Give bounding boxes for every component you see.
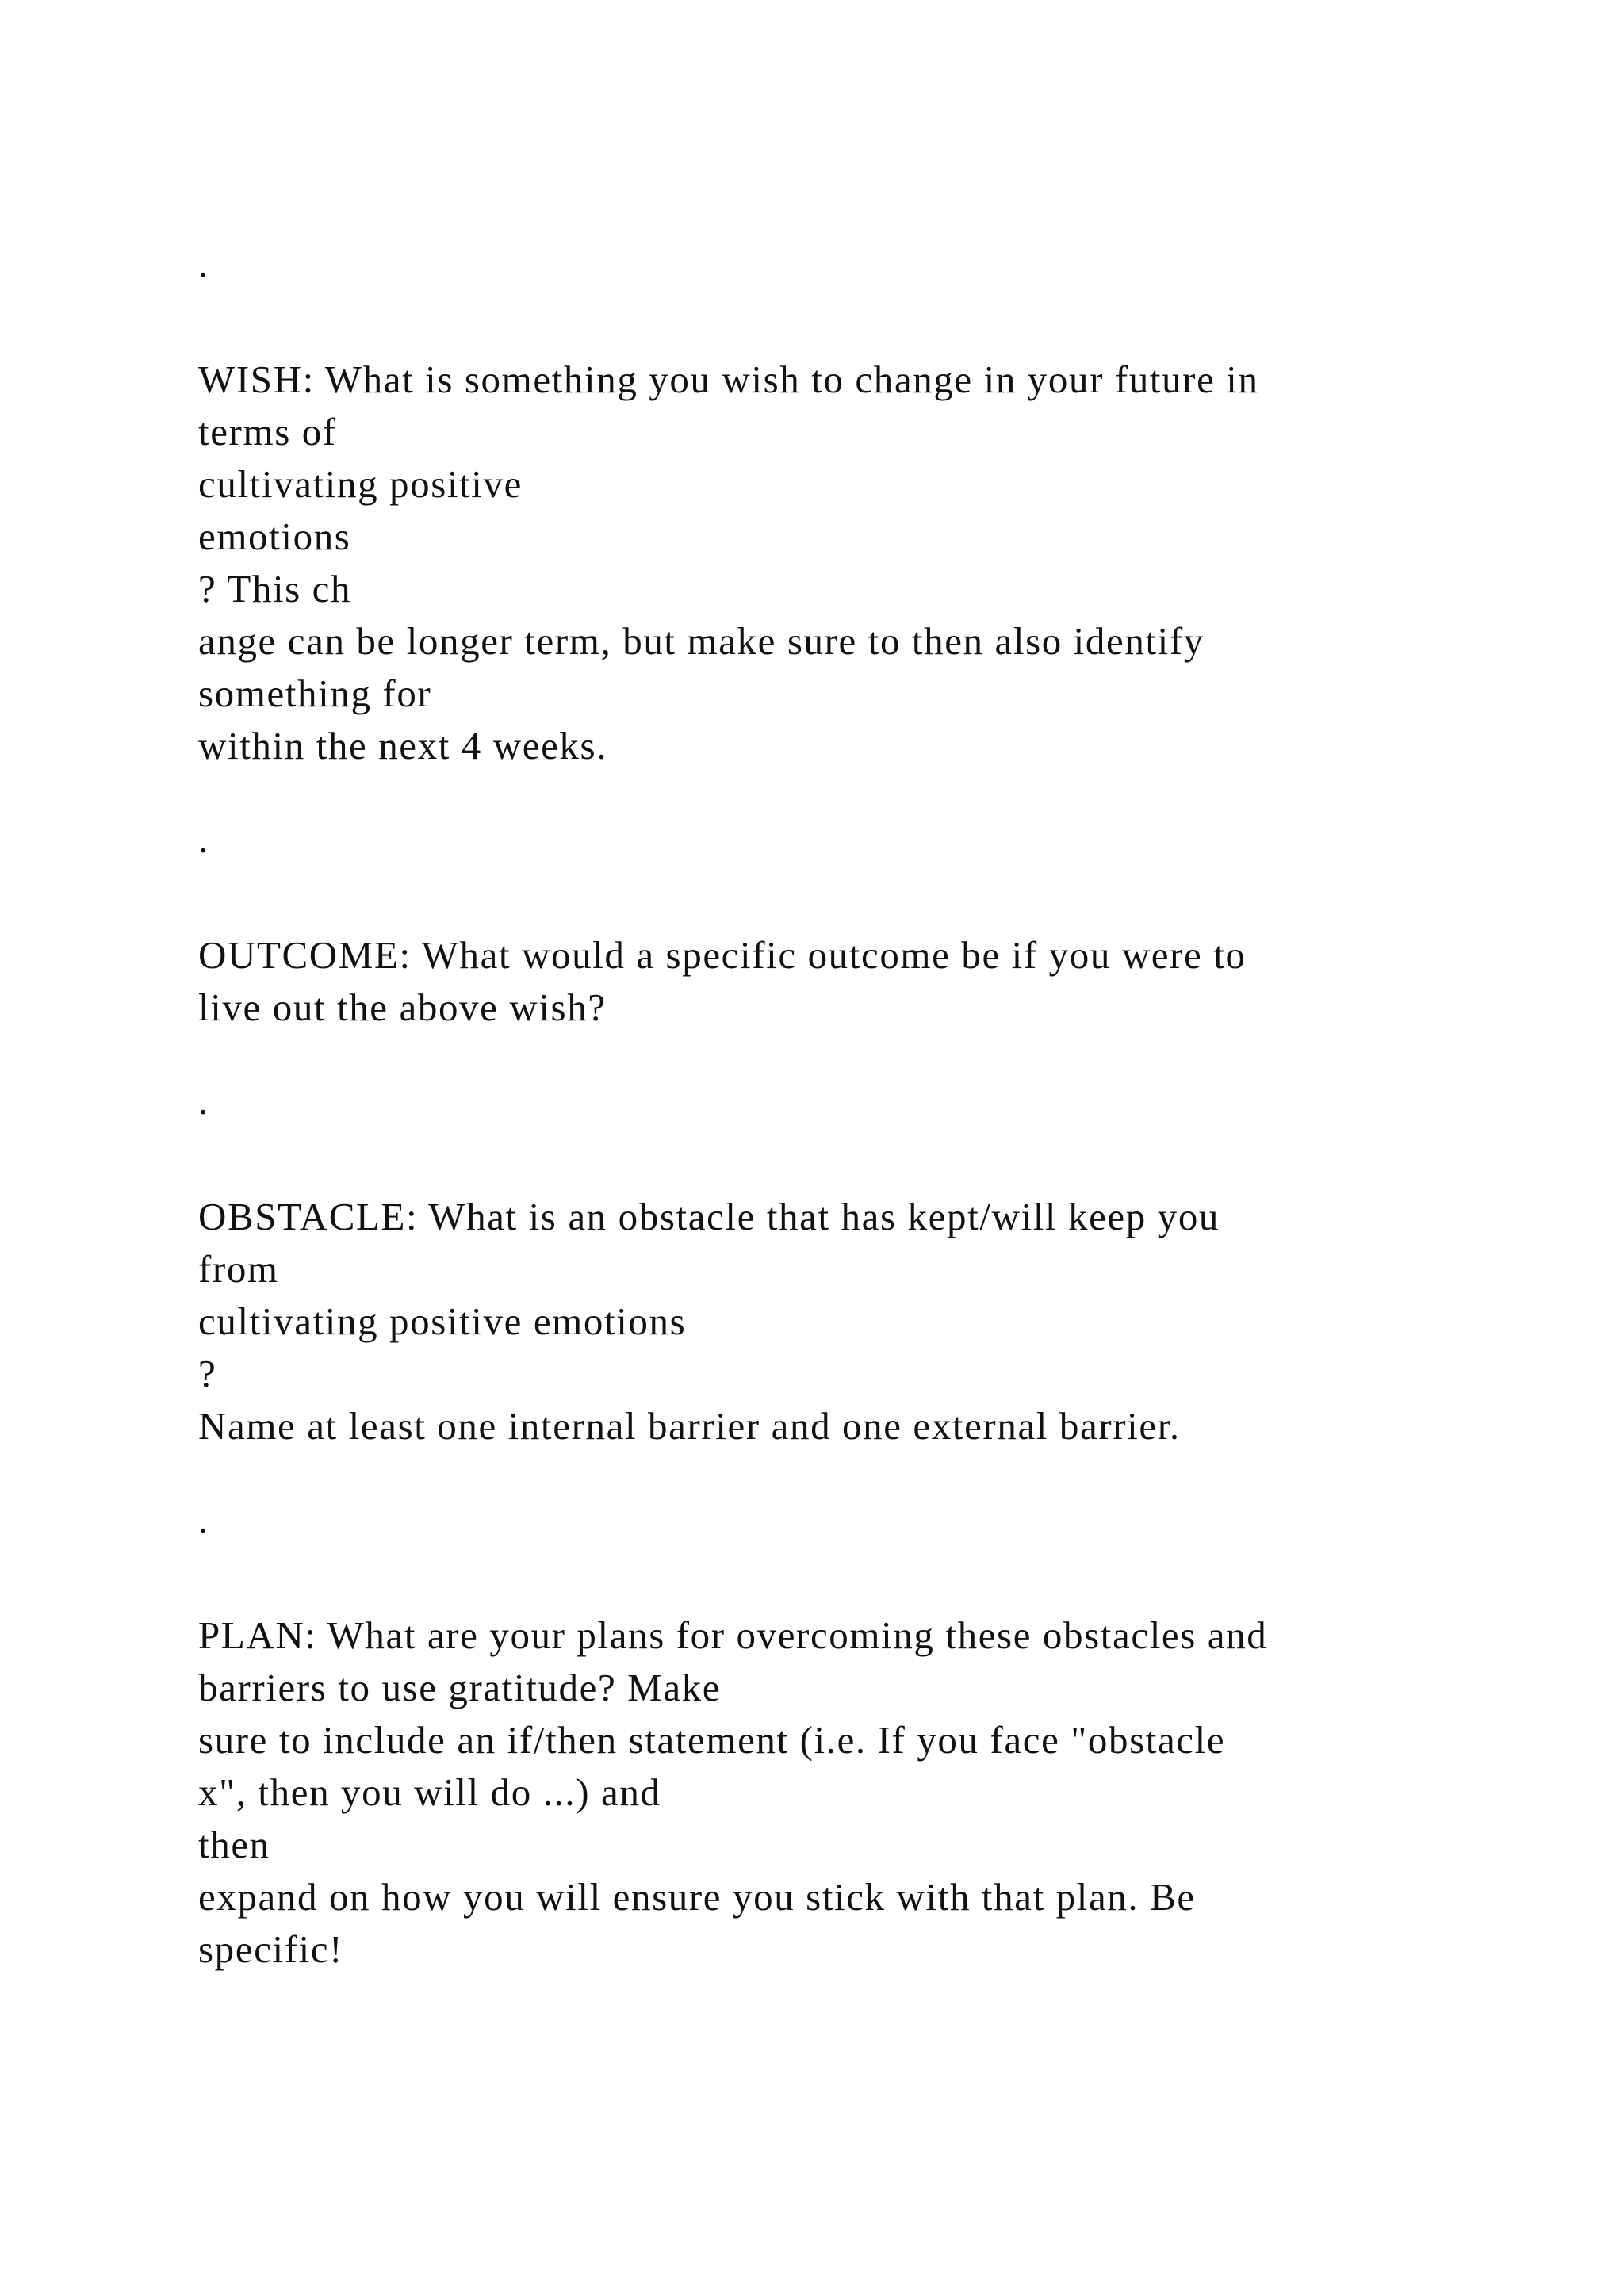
wish-line: terms of <box>198 410 337 453</box>
wish-line: WISH: What is something you wish to change in your future in <box>198 358 1259 401</box>
bullet-dot: . <box>198 817 209 861</box>
obstacle-line: ? <box>198 1352 217 1395</box>
bullet-dot: . <box>198 242 209 285</box>
outcome-line: live out the above wish? <box>198 985 607 1029</box>
plan-line: barriers to use gratitude? Make <box>198 1666 722 1709</box>
wish-line: emotions <box>198 515 351 558</box>
bullet-marker <box>198 1494 1467 1546</box>
outcome-section <box>198 929 1467 1034</box>
plan-line: expand on how you will ensure you stick with that plan. Be <box>198 1875 1196 1919</box>
obstacle-line: from <box>198 1247 279 1291</box>
bullet-marker <box>198 238 1467 290</box>
obstacle-line: cultivating positive emotions <box>198 1299 687 1343</box>
wish-line: within the next 4 weeks. <box>198 724 608 767</box>
plan-line: specific! <box>198 1927 344 1971</box>
bullet-marker <box>198 813 1467 866</box>
obstacle-line: Name at least one internal barrier and one external barrier. <box>198 1404 1181 1448</box>
wish-line: ? This ch <box>198 567 352 610</box>
plan-line: x", then you will do ...) and <box>198 1770 661 1814</box>
bullet-marker <box>198 1075 1467 1127</box>
wish-line: something for <box>198 672 432 715</box>
wish-line: ange can be longer term, but make sure to then also identify <box>198 619 1205 663</box>
bullet-dot: . <box>198 1498 209 1541</box>
obstacle-section <box>198 1191 1467 1452</box>
obstacle-line: OBSTACLE: What is an obstacle that has kept/will keep you <box>198 1195 1220 1238</box>
wish-line: cultivating positive <box>198 462 523 506</box>
plan-line: then <box>198 1823 270 1866</box>
wish-section <box>198 354 1467 772</box>
plan-line: sure to include an if/then statement (i.e. If you face "obstacle <box>198 1718 1226 1762</box>
plan-section <box>198 1609 1467 1976</box>
bullet-dot: . <box>198 1079 209 1123</box>
outcome-line: OUTCOME: What would a specific outcome be if you were to <box>198 933 1247 977</box>
plan-line: PLAN: What are your plans for overcoming these obstacles and <box>198 1613 1268 1657</box>
